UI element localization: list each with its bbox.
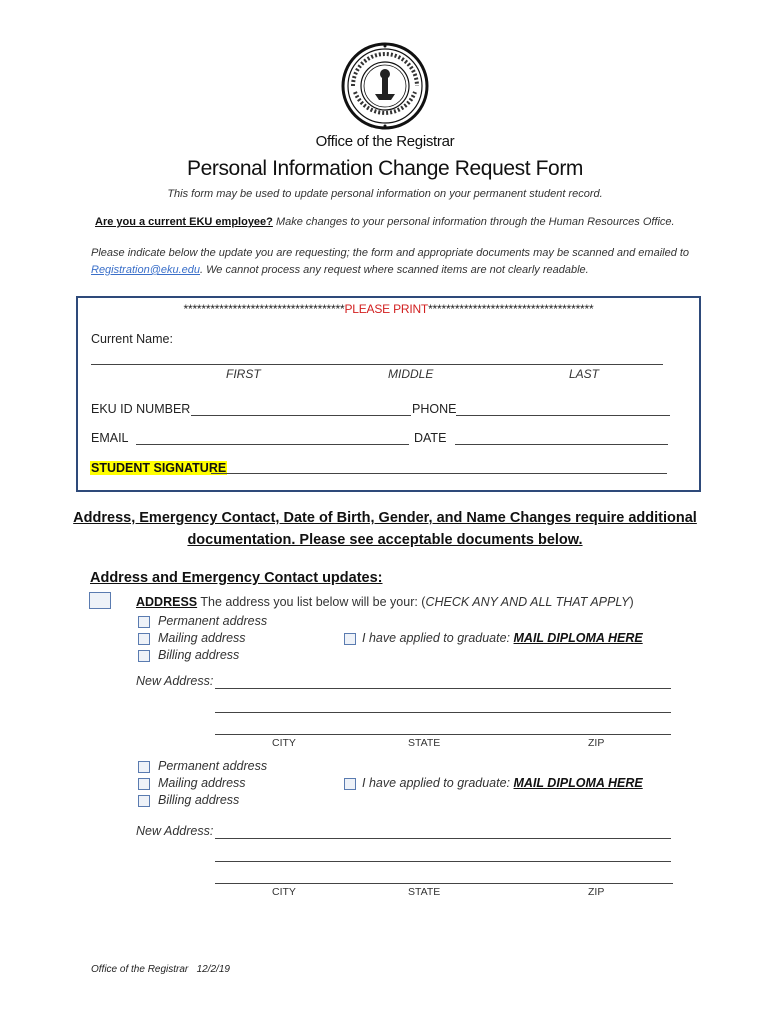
state-label-2: STATE (408, 886, 441, 898)
zip-label-2: ZIP (588, 886, 605, 898)
graduate-text: I have applied to graduate: (362, 631, 514, 645)
graduate-text-2: I have applied to graduate: (362, 776, 514, 790)
new-address-2-line-2[interactable] (215, 861, 671, 862)
billing-address-label-2: Billing address (158, 793, 240, 807)
email-field[interactable] (136, 444, 409, 445)
office-heading: Office of the Registrar (315, 133, 455, 150)
graduate-label-2 (362, 776, 643, 790)
mail-diploma-text: MAIL DIPLOMA HERE (513, 631, 643, 645)
zip-label: ZIP (588, 737, 605, 749)
state-label: STATE (408, 737, 441, 749)
address-text: The address you list below will be your: ( (197, 595, 426, 609)
city-label-2: CITY (272, 886, 296, 898)
new-address-line-2[interactable] (215, 712, 671, 713)
please-print-label: PLEASE PRINT (344, 302, 429, 316)
registration-email-link[interactable]: Registration@eku.edu (91, 264, 201, 276)
documentation-notice: Address, Emergency Contact, Date of Birth, Gender, and Name Changes require additional documentation. Please see acceptable documents below. (73, 510, 697, 548)
billing-address-checkbox[interactable] (138, 650, 150, 662)
employee-question: Are you a current EKU employee? (95, 216, 273, 228)
billing-address-label: Billing address (158, 648, 240, 662)
address-heading (136, 595, 634, 609)
mailing-address-checkbox[interactable] (138, 633, 150, 645)
eku-id-label: EKU ID NUMBER (91, 402, 191, 416)
first-label: FIRST (226, 367, 261, 381)
new-address-2-line-3[interactable] (215, 883, 673, 884)
student-signature-label: STUDENT SIGNATURE (91, 461, 227, 475)
address-check-text: CHECK ANY AND ALL THAT APPLY (425, 595, 630, 609)
mail-diploma-text-2: MAIL DIPLOMA HERE (513, 776, 643, 790)
please-print-banner (76, 302, 701, 316)
mailing-address-label: Mailing address (158, 631, 246, 645)
graduate-checkbox-2[interactable] (344, 778, 356, 790)
phone-label: PHONE (412, 402, 457, 416)
mailing-address-checkbox-2[interactable] (138, 778, 150, 790)
graduate-label (362, 631, 643, 645)
stars-left: ************************************ (183, 302, 345, 316)
address-section-title: Address and Emergency Contact updates: (90, 570, 383, 586)
signature-label-wrap (90, 459, 227, 477)
middle-label: MIDDLE (388, 367, 434, 381)
form-title: Personal Information Change Request Form (186, 157, 584, 180)
city-label: CITY (272, 737, 296, 749)
instructions-part-1: Please indicate below the update you are requesting; the form and appropriate documents may be scanned and emailed to (91, 247, 690, 259)
new-address-label-2: New Address: (136, 824, 214, 838)
permanent-address-label-2: Permanent address (158, 759, 268, 773)
eku-id-field[interactable] (191, 415, 411, 416)
address-close: ) (629, 595, 634, 609)
new-address-2-line-1[interactable] (215, 838, 671, 839)
current-name-field[interactable] (91, 364, 663, 365)
intro-text: This form may be used to update personal information on your permanent student record. (167, 188, 603, 200)
instructions-part-2: . We cannot process any request where scanned items are not clearly readable. (200, 264, 589, 276)
permanent-address-checkbox-2[interactable] (138, 761, 150, 773)
stars-right: ************************************* (428, 302, 594, 316)
permanent-address-checkbox[interactable] (138, 616, 150, 628)
email-label: EMAIL (91, 431, 129, 445)
university-seal-logo (341, 42, 429, 130)
employee-note (95, 216, 675, 228)
date-field[interactable] (455, 444, 668, 445)
page-footer: Office of the Registrar 12/2/19 (91, 964, 230, 975)
new-address-label: New Address: (136, 674, 214, 688)
employee-text: Make changes to your personal information through the Human Resources Office. (272, 216, 675, 228)
current-name-label: Current Name: (91, 332, 173, 346)
phone-field[interactable] (456, 415, 670, 416)
instructions (91, 245, 691, 279)
address-update-checkbox[interactable] (89, 592, 111, 609)
new-address-line-1[interactable] (215, 688, 671, 689)
graduate-checkbox[interactable] (344, 633, 356, 645)
date-label: DATE (414, 431, 447, 445)
last-label: LAST (569, 367, 600, 381)
new-address-line-3[interactable] (215, 734, 671, 735)
address-label: ADDRESS (136, 595, 198, 609)
mailing-address-label-2: Mailing address (158, 776, 246, 790)
signature-field[interactable] (211, 473, 667, 474)
billing-address-checkbox-2[interactable] (138, 795, 150, 807)
permanent-address-label: Permanent address (158, 614, 268, 628)
